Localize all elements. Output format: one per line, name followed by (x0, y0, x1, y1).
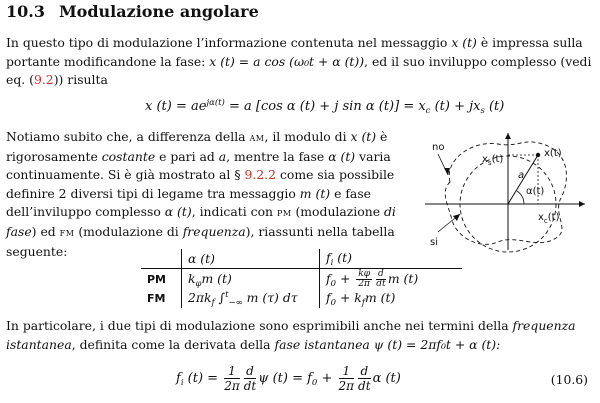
section-reference-link[interactable]: 9.2.2 (244, 167, 276, 183)
equation-complex-envelope (145, 98, 504, 116)
text: , il modulo di (264, 129, 351, 144)
text: , ed il suo inviluppo complesso (vedi eq. ( (6, 53, 592, 88)
math: α (t) (164, 204, 192, 220)
eq-reference-link[interactable]: 9.2 (33, 72, 54, 88)
abbr-pm: pm (276, 206, 292, 220)
math: a (218, 148, 227, 164)
header-text: f (326, 249, 331, 265)
phasor-diagram (420, 130, 590, 255)
text: è rigorosamente (6, 129, 388, 164)
text: In questo tipo di modulazione l’informazione contenuta nel messaggio (6, 35, 452, 50)
row-label-pm: PM (147, 273, 167, 286)
math: m (t) (299, 185, 331, 201)
numerator: 1 (339, 364, 355, 379)
equation-number: (10.6) (550, 372, 588, 387)
header-text: α (t) (188, 251, 215, 266)
label-xs: $x_s(t)$ (482, 154, 504, 167)
denominator: dt (243, 379, 257, 393)
y-axis-arrow (505, 133, 511, 139)
eq-part: (t) + jx (430, 99, 481, 114)
text: (modulazione (291, 204, 384, 220)
math-carrier: x (t) = a cos (ω₀t + α (t)) (209, 53, 365, 69)
denominator: 2π (358, 279, 370, 289)
angle-arc (517, 191, 524, 204)
eq-part: (t) (484, 99, 505, 114)
label-alpha: α(t) (526, 186, 545, 197)
integral-upper: t (225, 289, 229, 300)
text: ), riassunti nella tabella seguente: (6, 223, 395, 259)
emph: frequenza (182, 223, 246, 239)
derivative (376, 270, 386, 289)
derivative (358, 364, 371, 393)
emph: frequenza istantanea (6, 318, 576, 352)
cell-sub: 0 (330, 297, 337, 308)
eq-part: + (317, 371, 337, 386)
text: , definita come la derivata della (71, 336, 275, 352)
math-signal: x (t) (451, 35, 477, 50)
numerator: kφ (358, 269, 371, 279)
text: è impressa sulla portante modificandone la fase: (6, 35, 583, 69)
cell-text: m (t) (364, 289, 396, 305)
section-title: Modulazione angolare (58, 2, 259, 21)
math: α (t) (328, 148, 356, 164)
numerator: d (244, 364, 257, 379)
label-si: si (430, 237, 438, 248)
math: x (t) (350, 129, 377, 144)
denominator: dt (376, 279, 386, 289)
x-axis-arrow (579, 201, 585, 207)
fm-alpha-cell (182, 289, 320, 308)
fraction (224, 364, 240, 393)
text: Notiamo subito che, a differenza della (6, 129, 250, 144)
abbr-fm: fm (59, 225, 75, 239)
cell-text: + k (336, 289, 362, 305)
denominator: 2π (338, 379, 355, 393)
text: varia continuamente. Si è già mostrato al § (6, 148, 391, 183)
paragraph-modulation-types (6, 128, 404, 261)
text: (modulazione di (74, 223, 183, 239)
section-heading (6, 2, 259, 21)
section-number: 10.3 (6, 2, 45, 21)
table-header-alpha (182, 249, 320, 269)
integral-lower: −∞ (228, 297, 243, 308)
text: come sia possibile definire 2 diversi tipi di legame tra messaggio (6, 167, 395, 201)
emph: di fase (6, 204, 396, 239)
numerator: d (358, 364, 371, 379)
eq-part: (t) = (183, 371, 223, 386)
text: , indicati con (191, 204, 277, 220)
paragraph-intro (6, 34, 594, 90)
pm-fi-cell (320, 269, 463, 290)
table-corner (141, 249, 182, 269)
denominator: dt (358, 379, 371, 393)
label-xc: $x_c(t)$ (538, 212, 560, 225)
derivative (244, 364, 257, 393)
text: e fase dell’inviluppo complesso (6, 185, 372, 220)
text: ) ed (31, 223, 60, 239)
eq-part: x (t) = ae (145, 99, 207, 114)
header-text: (t) (333, 249, 352, 265)
paragraph-instantaneous-frequency (6, 317, 594, 354)
math: ψ (t) = 2πf₀t + α (t): (369, 336, 501, 352)
label-no: no (432, 142, 445, 153)
table-row (141, 289, 462, 308)
cell-text: 2πk (188, 289, 212, 305)
fraction (356, 270, 372, 289)
eq-part: s (480, 106, 485, 116)
eq-part: jα(t) (206, 98, 225, 108)
emph: costante (101, 148, 156, 164)
cell-text: + (336, 271, 355, 286)
table-header-row (141, 249, 462, 269)
text: , mentre la fase (226, 148, 329, 164)
eq-part: c (425, 106, 431, 116)
numerator: d (378, 269, 384, 279)
eq-sub: 0 (311, 378, 318, 388)
label-a: a (518, 170, 525, 181)
cell-text: m (t) (387, 271, 419, 286)
cell-text: k (188, 270, 196, 286)
eq-part: ψ (t) = f (258, 371, 312, 386)
cell-text: m (t) (201, 270, 232, 286)
integral-sign: ∫ (214, 289, 226, 305)
text: e pari ad (155, 148, 219, 164)
eq-sub: i (180, 378, 184, 388)
table-row (141, 269, 462, 290)
eq-part: f (176, 371, 181, 386)
pointer-si-head (453, 214, 460, 221)
cell-sub: f (211, 297, 215, 308)
cell-text: f (326, 271, 331, 286)
header-sub: i (330, 257, 334, 268)
fm-fi-cell (320, 289, 463, 308)
abbr-am: am (249, 131, 265, 144)
equation-instantaneous-frequency (176, 364, 401, 393)
pm-alpha-cell (182, 269, 320, 290)
cell-sub: 0 (330, 279, 337, 289)
row-label-fm: FM (147, 292, 166, 305)
table-header-fi (320, 249, 463, 269)
emph: fase istantanea (274, 336, 370, 352)
cell-sub: φ (195, 278, 202, 289)
eq-part: = a [cos α (t) + j sin α (t)] = x (224, 99, 426, 114)
numerator: 1 (224, 364, 240, 379)
cell-text: f (326, 289, 331, 305)
cell-text: m (τ) dτ (242, 289, 298, 305)
cell-sub: f (361, 297, 365, 308)
denominator: 2π (224, 379, 240, 393)
eq-part: α (t) (372, 371, 401, 386)
text: )) risulta (53, 72, 108, 88)
label-xt: x(t) (544, 148, 562, 159)
text: In particolare, i due tipi di modulazione sono esprimibili anche nei termini della (6, 318, 513, 333)
fraction (339, 364, 355, 393)
modulation-table (141, 249, 462, 308)
